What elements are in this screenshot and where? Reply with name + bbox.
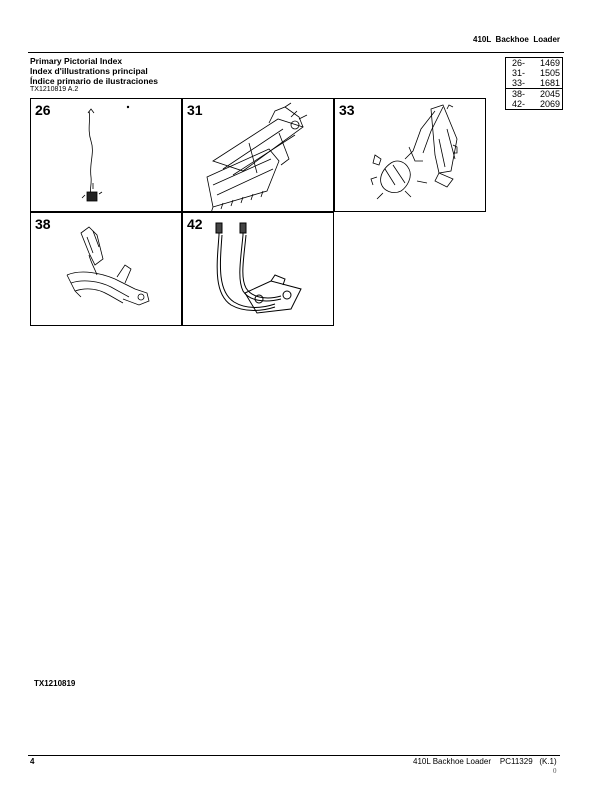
reference-row[interactable] (506, 58, 563, 69)
pictorial-index-grid (30, 98, 488, 330)
reference-row[interactable] (506, 89, 563, 100)
reference-page: 1505 (539, 68, 560, 78)
reference-row[interactable] (506, 78, 563, 89)
reference-row[interactable] (506, 68, 563, 78)
cell-label: 38 (35, 216, 51, 232)
pictorial-cell-42[interactable] (182, 212, 334, 326)
cell-label: 26 (35, 102, 51, 118)
pictorial-cell-26[interactable] (30, 98, 182, 212)
cell-label: 33 (339, 102, 355, 118)
reference-row[interactable] (506, 99, 563, 110)
pictorial-cell-38[interactable] (30, 212, 182, 326)
footer-revision-mark: 0 (553, 767, 557, 775)
reference-page: 1469 (538, 58, 563, 69)
index-title-es: Índice primario de ilustraciones (30, 76, 159, 86)
index-titles (30, 56, 158, 86)
loader-frame-icon (183, 99, 335, 213)
document-header-title: 410L Backhoe Loader (473, 35, 560, 44)
page-number: 4 (30, 757, 35, 766)
reference-page: 2069 (538, 99, 563, 110)
reference-page: 2045 (538, 89, 563, 100)
hydraulic-hoses-icon (183, 213, 335, 327)
reference-group: 33- (512, 78, 526, 88)
figure-id-caption: TX1210819 (34, 679, 76, 688)
page-reference-table (505, 57, 563, 110)
wiring-harness-icon (31, 99, 183, 213)
reference-group: 31- (512, 68, 526, 78)
pictorial-cell-31[interactable] (182, 98, 334, 212)
footer-document-info: 410L Backhoe Loader PC11329 (K.1) (413, 757, 557, 766)
reference-group: 26- (506, 58, 538, 69)
index-title-fr: Index d'illustrations principal (30, 66, 148, 76)
cell-label: 42 (187, 216, 203, 232)
index-title-en: Primary Pictorial Index (30, 56, 123, 66)
reference-group: 38- (506, 89, 538, 100)
reference-page: 1681 (539, 78, 560, 88)
header-divider (28, 52, 564, 53)
cell-label: 31 (187, 102, 203, 118)
pictorial-cell-33[interactable] (334, 98, 486, 212)
backhoe-boom-icon (335, 99, 487, 213)
reference-group: 42- (506, 99, 538, 110)
bucket-thumb-icon (31, 213, 183, 327)
footer-divider (28, 755, 560, 756)
figure-reference: TX1210819 A.2 (30, 86, 79, 93)
